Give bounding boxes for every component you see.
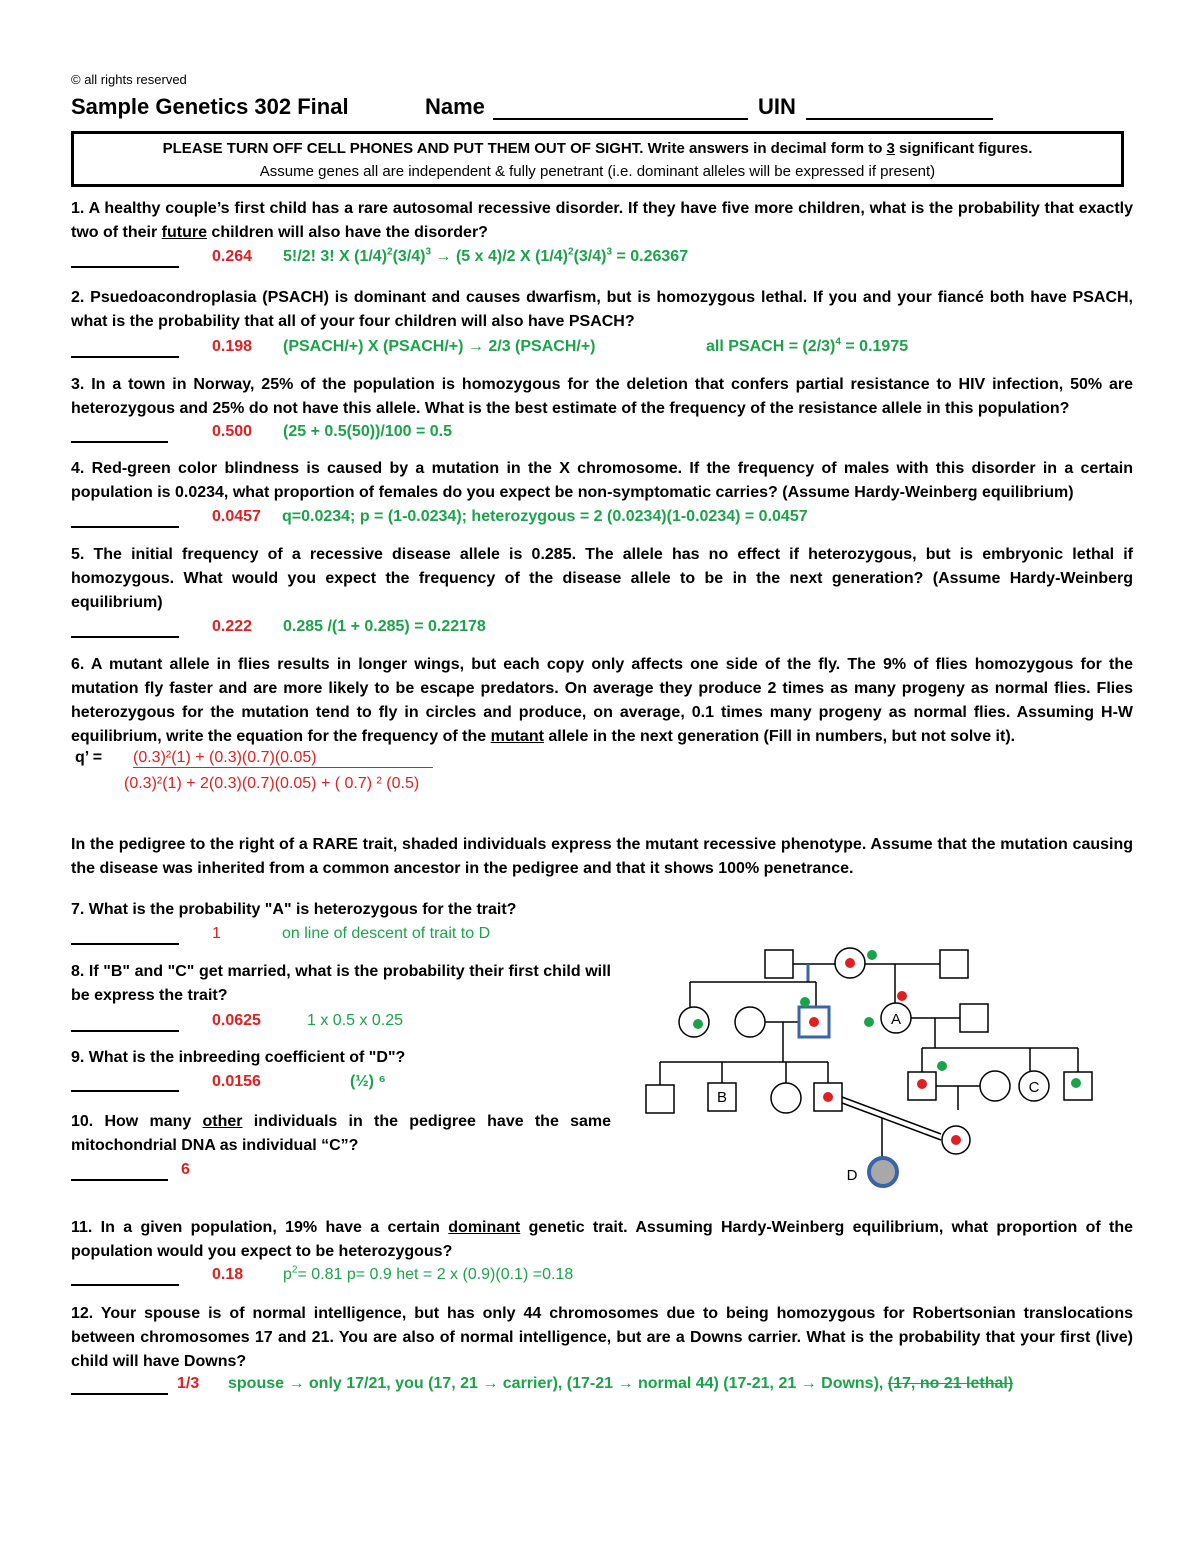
pedigree-label-b: B (716, 1089, 728, 1106)
individual-gen3-male-1 (646, 1085, 674, 1113)
work-3: (25 + 0.5(50))/100 = 0.5 (283, 423, 452, 440)
notice-sigfig-number: 3 (886, 140, 895, 157)
uin-label: UIN (758, 94, 796, 119)
red-dot-a (897, 991, 907, 1001)
work-2a: (PSACH/+) X (PSACH/+) → 2/3 (PSACH/+) (283, 338, 596, 355)
work-2b: all PSACH = $(2/3)^4 = 0.1975$ (706, 336, 909, 355)
question-3: 3. In a town in Norway, 25% of the population is homozygous for the deletion that confers partial resistance to HIV infection, 50% are heterozygous and 25% do not have this allele. What is the best estimate of the frequency of the resistance allele in this population? (71, 376, 1133, 417)
answer-line-12[interactable] (71, 1393, 168, 1395)
q10-text-underlined: other (202, 1113, 243, 1130)
red-dot-gen2-male (809, 1017, 819, 1027)
notice-line1-b: significant figures. (894, 140, 1033, 157)
question-5: 5. The initial frequency of a recessive disease allele is 0.285. The allele has no effect if heterozygous, but is embryonic lethal if homozygous. What would you expect the frequency of the disease allele to be in the next generation? (Assume Hardy-Weinberg equilibrium) (71, 546, 1133, 611)
answer-8: 0.0625 (212, 1012, 261, 1029)
red-dot-gen1-female (845, 958, 855, 968)
q6-text-b: allele in the next generation (Fill in numbers, but not solve it). (543, 728, 1016, 745)
work-7: on line of descent of trait to D (282, 925, 491, 942)
question-8: 8. If "B" and "C" get married, what is the probability their first child will be express the trait? (71, 963, 611, 1004)
work-8: 1 x 0.5 x 0.25 (307, 1012, 404, 1029)
question-7: 7. What is the probability "A" is heterozygous for the trait? (71, 901, 517, 918)
page-title: Sample Genetics 302 Final (71, 94, 349, 119)
red-dot-gen4-female (951, 1135, 961, 1145)
answer-5: 0.222 (212, 618, 253, 635)
question-9: 9. What is the inbreeding coefficient of "D"? (71, 1049, 406, 1066)
green-dot-gen3-male-5 (937, 1061, 947, 1071)
answer-12: 1/3 (177, 1375, 200, 1392)
work-9: (½) ⁶ (350, 1073, 386, 1090)
pedigree-label-d: D (846, 1167, 858, 1184)
individual-d (869, 1158, 897, 1186)
name-label: Name (425, 94, 485, 119)
q6-q-prime-label: q’ = (75, 749, 103, 766)
answer-1: 0.264 (212, 248, 253, 265)
green-dot-gen1-female (867, 950, 877, 960)
individual-gen2-spouse (735, 1007, 765, 1037)
q6-text-underlined: mutant (490, 728, 544, 745)
pedigree-intro: In the pedigree to the right of a RARE trait, shaded individuals express the mutant recessive phenotype. Assume that the mutation causing the disease was inherited from a common ancestor in the pedigree and that it shows 100% penetrance. (71, 836, 1133, 877)
answer-10: 6 (181, 1161, 190, 1178)
work-4: q=0.0234; p = (1-0.0234); heterozygous = 2 (0.0234)(1-0.0234) = 0.0457 (282, 508, 808, 525)
consanguineous-line-1 (842, 1097, 941, 1134)
individual-gen1-male-right (940, 950, 968, 978)
q6-text-a: 6. A mutant allele in flies results in longer wings, but each copy only affects one side of the fly. The 9% of flies homozygous for the mutation fly faster and are more likely to be escape predators. On average they produce 2 times as many progeny as normal flies. Flies heterozygous for the mutation tend to fly in circles and produce, on average, 0.1 times many progeny as normal flies. Assuming H-W equilibrium, write the equation for the frequency of the (71, 656, 1133, 745)
red-dot-gen3-male-4 (823, 1092, 833, 1102)
red-dot-gen3-male-5 (917, 1079, 927, 1089)
question-12: 12. Your spouse is of normal intelligence, but has only 44 chromosomes due to being homozygous for Robertsonian translocations between chromosomes 17 and 21. You are also of normal intelligence, but are a Downs carrier. What is the probability that your first (live) child will have Downs? (71, 1305, 1133, 1370)
work-1: 5!/2! 3! X $(1/4)^2(3/4)^3 \to (5$ x 4)/2 X $(1/4)^2(3/4)^3 = 0.26367$ (283, 246, 689, 265)
green-dot-gen3-male-7 (1071, 1078, 1081, 1088)
individual-gen3-female-3 (771, 1083, 801, 1113)
green-dot-gen2-male (800, 997, 810, 1007)
q1-text-a: 1. A healthy couple’s first child has a rare autosomal recessive disorder. If they have five more children, what is the probability that exactly two of their (71, 200, 1133, 241)
q11-text-a: 11. In a given population, 19% have a certain (71, 1219, 449, 1236)
individual-gen3-spouse-right (980, 1071, 1010, 1101)
individual-gen1-male-left (765, 950, 793, 978)
q11-text-b: genetic trait. Assuming Hardy-Weinberg equilibrium, what proportion of the population would you expect to be heterozygous? (71, 1219, 1134, 1260)
q6-numerator: (0.3)²(1) + (0.3)(0.7)(0.05) (133, 749, 433, 768)
work-5: 0.285 /(1 + 0.285) = 0.22178 (283, 618, 486, 635)
q1-text-b: children will also have the disorder? (206, 224, 488, 241)
q10-text-a: 10. How many (71, 1113, 203, 1130)
consanguineous-line-2 (842, 1103, 941, 1140)
answer-2: 0.198 (212, 338, 253, 355)
question-11 (71, 1216, 1133, 1264)
q6-denominator: (0.3)²(1) + 2(0.3)(0.7)(0.05) + ( 0.7) ² (0.5) (124, 775, 420, 792)
individual-a-spouse (960, 1004, 988, 1032)
copyright-notice: © all rights reserved (71, 72, 187, 87)
answer-4: 0.0457 (212, 508, 261, 525)
q1-text-underlined: future (161, 224, 207, 241)
question-2: 2. Psuedoacondroplasia (PSACH) is dominant and causes dwarfism, but is homozygous lethal. If you and your fiancé both have PSACH, what is the probability that all of your four children will also have PSACH? (71, 289, 1133, 330)
q10-text-b: individuals in the pedigree have the same mitochondrial DNA as individual “C”? (71, 1113, 612, 1154)
answer-line-11[interactable] (71, 1284, 179, 1286)
notice-line2: Assume genes all are independent & fully penetrant (i.e. dominant alleles will be expressed if present) (259, 163, 936, 180)
answer-11: 0.18 (212, 1266, 244, 1283)
work-11: $p^2= 0.81$ p= 0.9 het = 2 x (0.9)(0.1) =0.18 (283, 1264, 574, 1283)
question-4: 4. Red-green color blindness is caused by a mutation in the X chromosome. If the frequency of males with this disorder in a certain population is 0.0234, what proportion of females do you expect be non-symptomatic carries? (Assume Hardy-Weinberg equilibrium) (71, 460, 1133, 501)
answer-3: 0.500 (212, 423, 253, 440)
pedigree-label-c: C (1028, 1079, 1040, 1096)
green-dot-a (864, 1017, 874, 1027)
q11-text-underlined: dominant (448, 1219, 521, 1236)
pedigree-label-a: A (890, 1011, 902, 1028)
answer-9: 0.0156 (212, 1073, 261, 1090)
green-dot-gen2-female (693, 1019, 703, 1029)
answer-7: 1 (212, 925, 221, 942)
notice-line1-a: PLEASE TURN OFF CELL PHONES AND PUT THEM OUT OF SIGHT. Write answers in decimal form to (162, 140, 887, 157)
work-12: spouse → only 17/21, you (17, 21 → carrier), (17-21 → normal 44) (17-21, 21 → Downs), (17, no 21 lethal) (228, 1375, 1014, 1392)
